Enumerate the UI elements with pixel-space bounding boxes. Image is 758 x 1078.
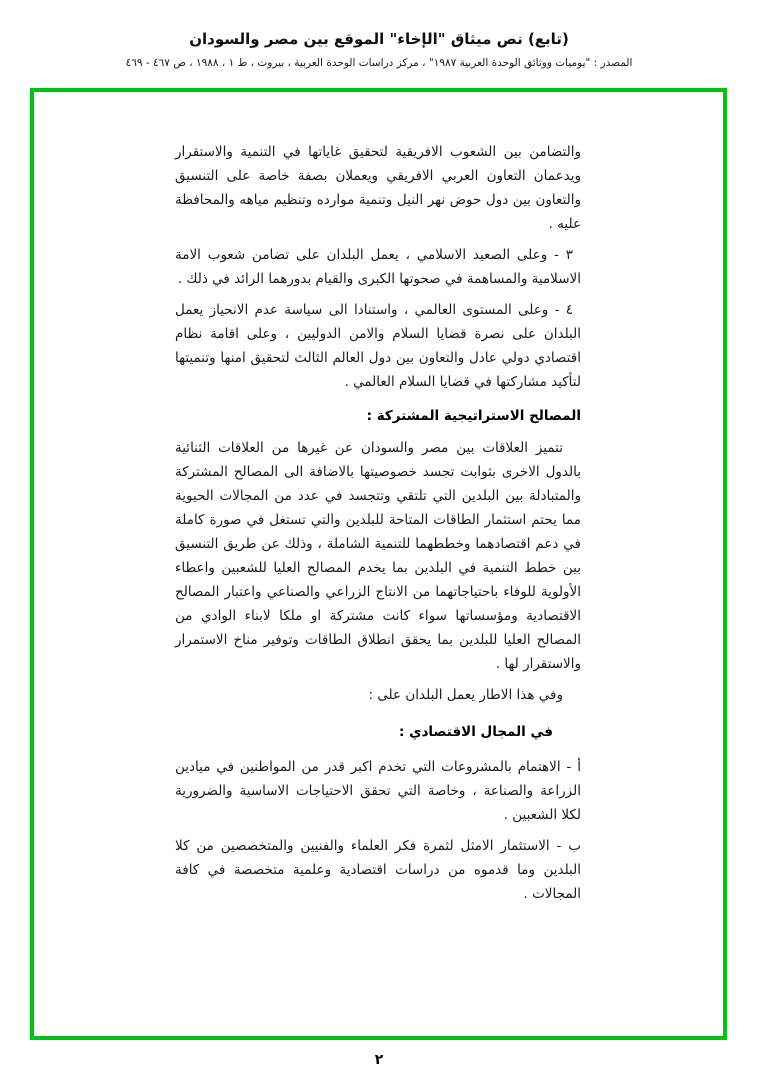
document-body bbox=[175, 140, 581, 913]
paragraph-strategic-interests: تتميز العلاقات بين مصر والسودان عن غيرها من العلاقات الثنائية بالدول الاخرى بثوابت تجسد خصوصيتها بالاضافة الى المصالح المشتركة والمتبادلة بين البلدين التي تلتقي وتتجسد في عدد من المجالات الحيوية مما يحتم استثمار الطاقات المتاحة للبلدين والتي تستغل في صورة كاملة في دعم اقتصادهما وخططهما للتنمية الشاملة ، وذلك عن طريق التنسيق بين خطط التنمية في البلدين بما يخدم المصالح العليا للشعبين واعطاء الأولوية للوفاء باحتياجاتهما من الانتاج الزراعي والصناعي واعتبار المصالح الاقتصادية ومؤسساتها سواء كانت مشتركة او ملكا لابناء الوادي من المصالح العليا للبلدين بما يحقق انطلاق الطاقات وتوفير مناخ الاستمرار والاستقرار لها . bbox=[175, 440, 581, 672]
paragraph-item-b: ب - الاستثمار الامثل لثمرة فكر العلماء والفنيين والمتخصصين من كلا البلدين وما قدموه من دراسات اقتصادية وعلمية متخصصة في كافة المجالات . bbox=[175, 838, 581, 902]
paragraph-framework-intro: وفي هذا الاطار يعمل البلدان على : bbox=[368, 687, 563, 703]
section-heading-economic-field: في المجال الاقتصادي : bbox=[399, 724, 553, 740]
green-border-frame bbox=[30, 88, 727, 1040]
document-title: (تابع) نص ميثاق "الإخاء" الموقع بين مصر والسودان bbox=[189, 30, 569, 48]
paragraph-continuation: والتضامن بين الشعوب الافريقية لتحقيق غاياتها في التنمية والاستقرار ويدعمان التعاون العربي الافريقي ويعملان بصفة خاصة على التنسيق والتعاون بين دول حوض نهر النيل وتنمية موارده وتنظيم مياهه والمحافظة عليه . bbox=[175, 144, 581, 232]
paragraph-item-a: أ - الاهتمام بالمشروعات التي تخدم اكبر قدر من المواطنين في ميادين الزراعة والصناعة ، وخاصة التي تحقق الاحتياجات الاساسية والضرورية لكلا الشعبين . bbox=[175, 759, 581, 823]
paragraph-item-4: ٤ - وعلى المستوى العالمي ، واستنادا الى سياسة عدم الانحياز يعمل البلدان على نصرة قضايا السلام والامن الدوليين ، وعلى اقامة نظام اقتصادي دولي عادل والتعاون بين دول العالم الثالث لتحقيق امنها وتنميتها لتأكيد مشاركتها في قضايا السلام العالمي . bbox=[175, 302, 581, 390]
document-source-line: المصدر : "يوميات ووثائق الوحدة العربية ١٩٨٧" ، مركز دراسات الوحدة العربية ، بيروت ، ط ١ ، ١٩٨٨ ، ص ٤٦٧ - ٤٦٩ bbox=[125, 57, 633, 69]
document-header bbox=[0, 30, 758, 69]
paragraph-item-3: ٣ - وعلى الصعيد الاسلامي ، يعمل البلدان على تضامن شعوب الامة الاسلامية والمساهمة في صحوتها الكبرى والقيام بدورهما الرائد في ذلك . bbox=[175, 247, 581, 287]
page-number: ٢ bbox=[374, 1052, 384, 1068]
section-heading-strategic-interests: المصالح الاستراتيجية المشتركة : bbox=[366, 408, 581, 424]
document-footer bbox=[0, 1049, 758, 1068]
